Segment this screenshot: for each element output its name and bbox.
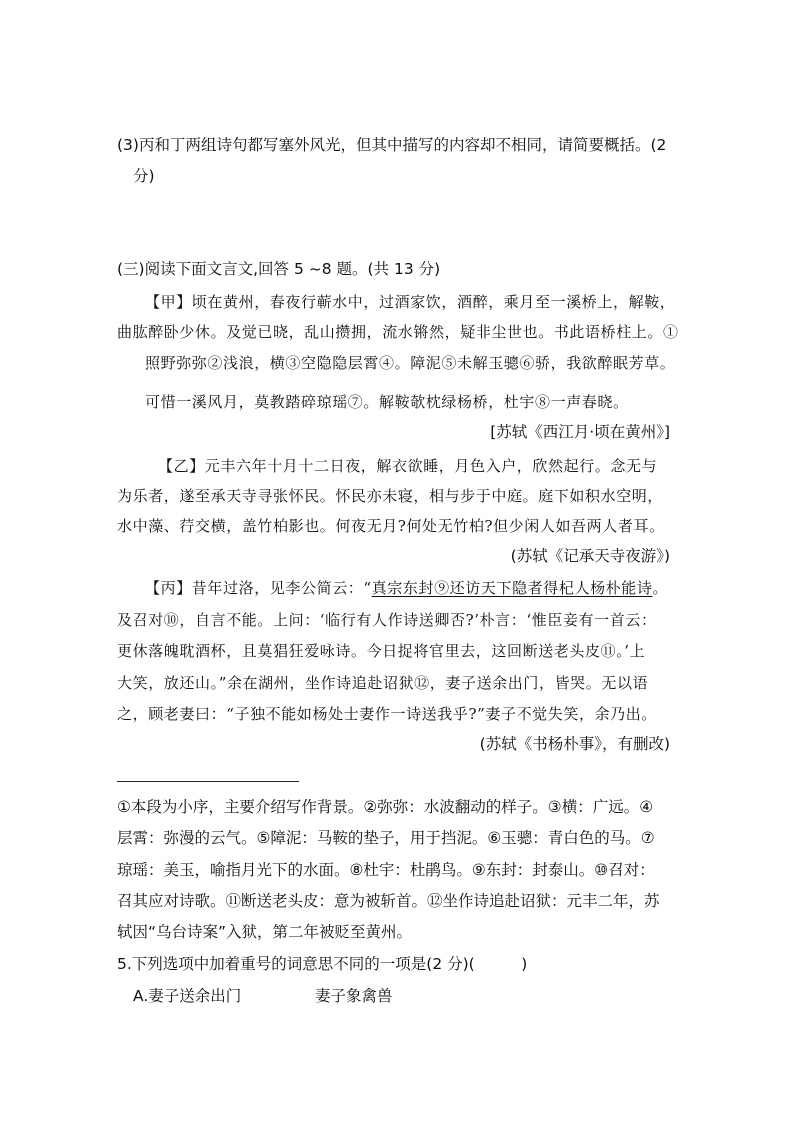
passage-yi-line: 为乐者，遂至承天寺寻张怀民。怀民亦未寝，相与步于中庭。庭下如积水空明， xyxy=(117,487,664,505)
question-5-option-a xyxy=(133,986,241,1006)
passage-bing-suffix: 。 xyxy=(652,579,669,597)
passage-jia-line: 曲肱醉卧少休。及觉已晓，乱山攒拥，流水锵然，疑非尘世也。书此语桥柱上。① xyxy=(117,323,679,341)
passage-bing-line: 及召对⑩，自言不能。上问：‘临行有人作诗送卿否?’朴言：‘惟臣妾有一首云： xyxy=(117,611,657,629)
passage-jia-line: 【甲】顷在黄州，春夜行蕲水中，过酒家饮，酒醉，乘月至一溪桥上，解鞍， xyxy=(145,293,676,311)
passage-jia-line: 可惜一溪风月，莫教踏碎琼瑶⑦。解鞍欹枕绿杨桥，杜宇⑧一声春晓。 xyxy=(145,393,629,411)
footnote-line: 轼因“乌台诗案”入狱，第二年被贬至黄州。 xyxy=(117,923,413,941)
passage-bing-underlined-sentence: 真宗东封⑨还访天下隐者得杞人杨朴能诗 xyxy=(371,579,653,597)
passage-bing-line: 更休落魄耽酒杯，且莫猖狂爱咏诗。今日捉将官里去，这回断送老头皮⑪。’上 xyxy=(117,642,646,660)
footnote-line: 琼瑶：美玉，喻指月光下的水面。⑧杜宇：杜鹃鸟。⑨东封：封泰山。⑩召对： xyxy=(117,861,655,879)
question-3-line-2: 分) xyxy=(133,167,155,185)
footnote-line: 层霄：弥漫的云气。⑤障泥：马鞍的垫子，用于挡泥。⑥玉骢：青白色的马。⑦ xyxy=(117,829,655,847)
footnote-line: ①本段为小序，主要介绍写作背景。②弥弥：水波翻动的样子。③横：广远。④ xyxy=(117,798,654,816)
footnote-divider xyxy=(117,781,299,782)
passage-yi-line: 【乙】元丰六年十月十二日夜，解衣欲睡，月色入户，欣然起行。念无与 xyxy=(158,457,658,475)
passage-jia-source: [苏轼《西江月·顷在黄州》] xyxy=(490,423,670,441)
passage-bing-prefix: 【丙】昔年过洛，见李公简云：“ xyxy=(145,579,372,597)
passage-bing-source: (苏轼《书杨朴事》，有删改) xyxy=(479,735,670,753)
question-5-stem: 5.下列选项中加着重号的词意思不同的一项是(2 分)( ) xyxy=(117,955,528,973)
section-3-heading: (三)阅读下面文言文,回答 5 ~8 题。(共 13 分) xyxy=(117,260,441,278)
passage-bing-line: 大笑，放还山。”余在湖州，坐作诗追赴诏狱⑫，妻子送余出门，皆哭。无以语 xyxy=(117,674,649,692)
passage-bing-line-1 xyxy=(145,578,668,598)
passage-yi-line: 水中藻、荇交横，盖竹柏影也。何夜无月?何处无竹柏?但少闲人如吾两人者耳。 xyxy=(117,517,665,535)
option-a-left: 妻子送余出门 xyxy=(148,987,242,1005)
question-3-line-1: (3)丙和丁两组诗句都写塞外风光，但其中描写的内容却不相同，请简要概括。(2 xyxy=(117,136,667,154)
passage-jia-line: 照野弥弥②浅浪，横③空隐隐层霄④。障泥⑤未解玉骢⑥骄，我欲醉眠芳草。 xyxy=(145,354,676,372)
passage-bing-line: 之，顾老妻曰：“子独不能如杨处士妻作一诗送我乎?”妻子不觉失笑，余乃出。 xyxy=(117,705,657,723)
footnote-line: 召其应对诗歌。⑪断送老头皮：意为被斩首。⑫坐作诗追赴诏狱：元丰二年，苏 xyxy=(117,892,660,910)
option-a-right: 妻子象禽兽 xyxy=(315,987,393,1005)
option-a-label: A. xyxy=(133,987,149,1005)
passage-yi-source: (苏轼《记承天寺夜游》) xyxy=(510,547,670,565)
